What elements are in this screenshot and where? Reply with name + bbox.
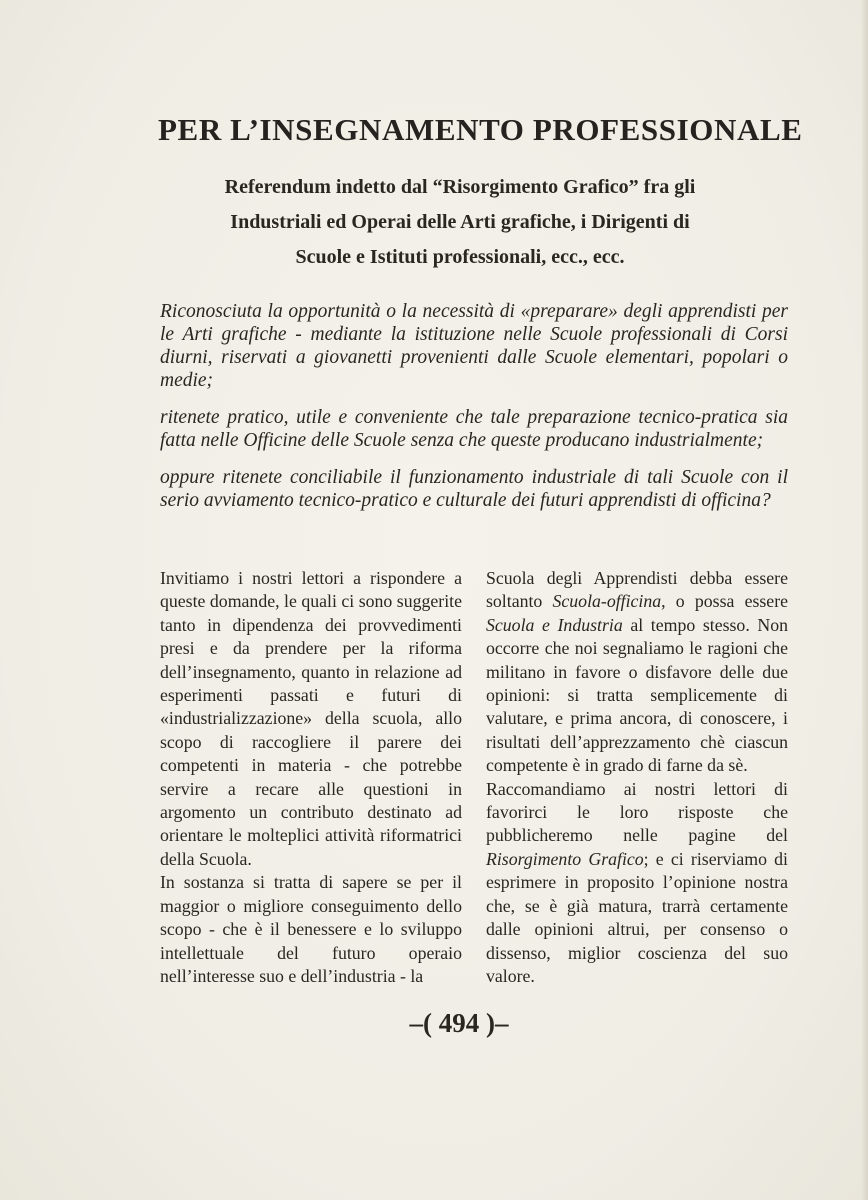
text-run: Scuola degli Apprendisti debba essere soltanto [486, 568, 788, 612]
body-paragraph: Invitiamo i nostri lettori a rispondere a queste domande, le quali ci sono suggerite tanto in dipendenza dei provvedimenti presi e da prendere per la riforma dell’insegnamento, quanto in relazione ad esperimenti passati e futuri di «industrializzazione» della scuola, allo scopo di raccogliere il parere dei competenti in materia - che potrebbe servire a recare alle questioni in argomento un contributo destinato ad orientare le molteplici attività riformatrici della Scuola. [160, 568, 462, 869]
body-paragraph [486, 778, 788, 989]
italic-term: Scuola-officina [552, 591, 662, 612]
body-column-left [160, 567, 462, 988]
page-edge [862, 0, 868, 1200]
page-number: –( 494 )– [409, 1008, 509, 1038]
italic-term: Risorgimento Grafico [486, 848, 644, 869]
subtitle-line: Referendum indetto dal “Risorgimento Grafico” fra gli [224, 176, 696, 198]
page-title: PER L’INSEGNAMENTO PROFESSIONALE [158, 112, 803, 147]
subtitle [170, 170, 750, 275]
question-paragraph: ritenete pratico, utile e conveniente che tale preparazione tecnico-pratica sia fatta nelle Officine delle Scuole senza che queste producano industrialmente; [160, 407, 788, 451]
subtitle-line: Scuole e Istituti professionali, ecc., ecc. [295, 246, 625, 268]
text-run: , o possa essere [661, 591, 789, 612]
body-paragraph: In sostanza si tratta di sapere se per il maggior o migliore conseguimento dello scopo - che è il benessere e lo sviluppo intellettuale del futuro operaio nell’interesse suo e dell’industria - la [160, 872, 462, 986]
body-column-right [486, 567, 788, 988]
referendum-questions [160, 300, 788, 526]
text-run: Raccomandiamo ai nostri lettori di favorirci le loro risposte che pubblicheremo nelle pagine del [486, 778, 788, 846]
question-paragraph: oppure ritenete conciliabile il funzionamento industriale di tali Scuole con il serio avviamento tecnico-pratico e culturale dei futuri apprendisti di officina? [160, 467, 788, 511]
body-columns [160, 567, 788, 988]
subtitle-line: Industriali ed Operai delle Arti grafiche, i Dirigenti di [230, 211, 690, 233]
text-run: al tempo stesso. Non occorre che noi segnaliamo le ragioni che militano in favore o disfavore delle due opinioni: si tratta semplicemente di valutare, e prima ancora, di conoscere, i risultati dell’apprezzamento chè ciascun competente è in grado di farne da sè. [486, 614, 788, 776]
italic-term: Scuola e Industria [486, 614, 623, 635]
text-run: ; e ci riserviamo di esprimere in proposito l’opinione nostra che, se è già matura, trarrà certamente dalle opinioni altrui, per consenso o dissenso, miglior coscienza del suo valore. [486, 848, 788, 986]
body-paragraph [486, 567, 788, 778]
question-paragraph: Riconosciuta la opportunità o la necessità di «preparare» degli apprendisti per le Arti grafiche - mediante la istituzione nelle Scuole professionali di Corsi diurni, riservati a giovanetti provenienti dalle Scuole elementari, popolari o medie; [160, 301, 788, 391]
